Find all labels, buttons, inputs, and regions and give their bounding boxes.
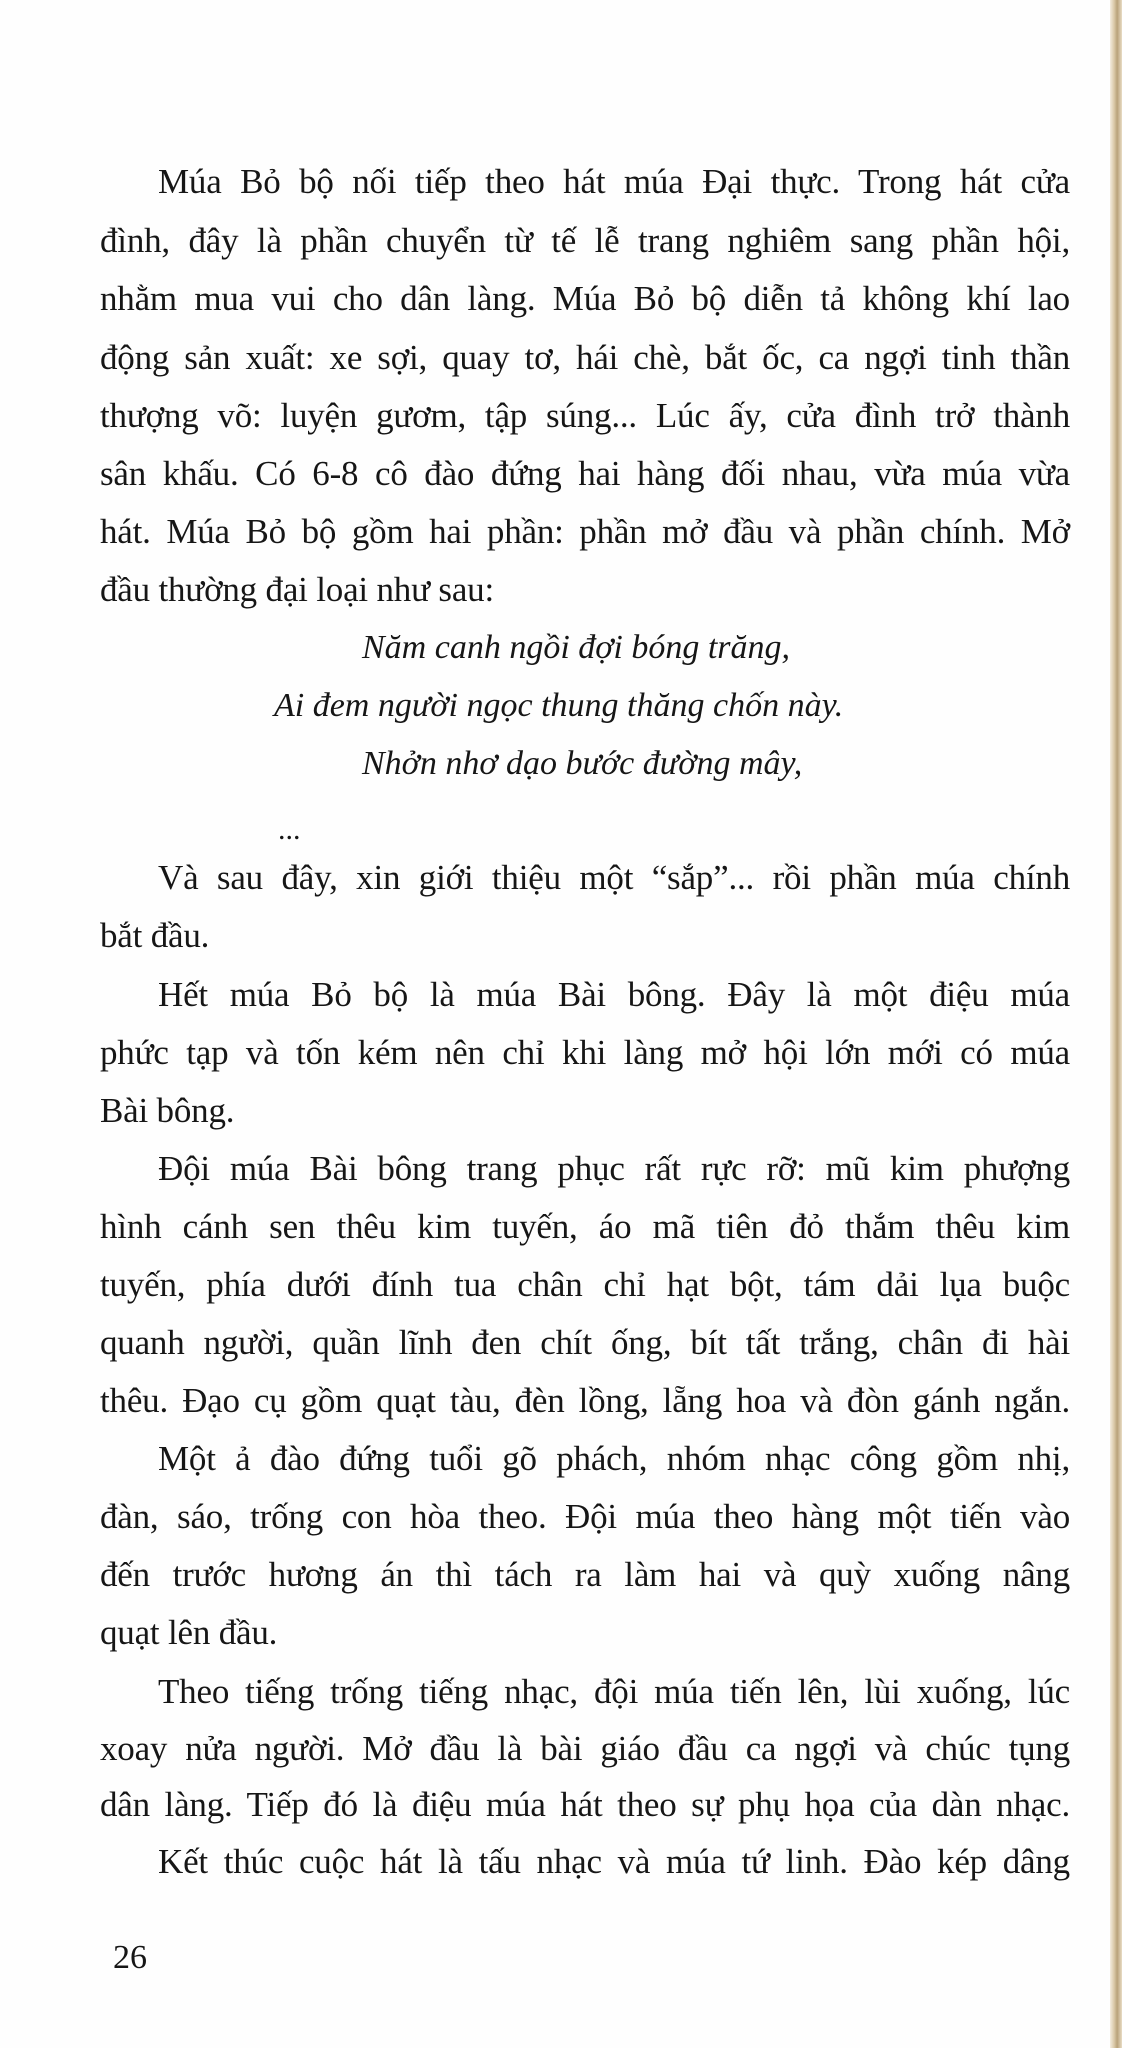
- paragraph-1-line-8: đầu thường đại loại như sau:: [100, 570, 494, 609]
- paragraph-4-line-1: Đội múa Bài bông trang phục rất rực rỡ: mũ kim phượng: [158, 1149, 1070, 1188]
- paragraph-4-line-4: quanh người, quần lĩnh đen chít ống, bít tất trắng, chân đi hài: [100, 1323, 1070, 1362]
- paragraph-3-line-2: phức tạp và tốn kém nên chỉ khi làng mở hội lớn mới có múa: [100, 1033, 1070, 1072]
- paragraph-4-line-2: hình cánh sen thêu kim tuyến, áo mã tiên đỏ thắm thêu kim: [100, 1207, 1070, 1246]
- paragraph-1-line-1: Múa Bỏ bộ nối tiếp theo hát múa Đại thực. Trong hát cửa: [158, 162, 1070, 201]
- paragraph-5-line-2: đàn, sáo, trống con hòa theo. Đội múa theo hàng một tiến vào: [100, 1497, 1070, 1536]
- paragraph-1-line-6: sân khấu. Có 6-8 cô đào đứng hai hàng đối nhau, vừa múa vừa: [100, 454, 1070, 493]
- paragraph-3-line-1: Hết múa Bỏ bộ là múa Bài bông. Đây là một điệu múa: [158, 975, 1070, 1014]
- verse-line-1: Năm canh ngồi đợi bóng trăng,: [362, 629, 791, 666]
- page-edge-shadow: [1110, 0, 1122, 2048]
- paragraph-6-line-2: xoay nửa người. Mở đầu là bài giáo đầu ca ngợi và chúc tụng: [100, 1729, 1070, 1768]
- paragraph-6-line-1: Theo tiếng trống tiếng nhạc, đội múa tiến lên, lùi xuống, lúc: [158, 1672, 1070, 1711]
- verse-ellipsis: ...: [278, 813, 301, 846]
- verse-line-3: Nhởn nhơ dạo bước đường mây,: [362, 745, 803, 782]
- paragraph-3-line-3: Bài bông.: [100, 1091, 235, 1130]
- verse-line-2: Ai đem người ngọc thung thăng chốn này.: [274, 687, 844, 724]
- paragraph-4-line-5: thêu. Đạo cụ gồm quạt tàu, đèn lồng, lẵng hoa và đòn gánh ngắn.: [100, 1381, 1070, 1420]
- page-number: 26: [113, 1939, 147, 1976]
- paragraph-5-line-3: đến trước hương án thì tách ra làm hai và quỳ xuống nâng: [100, 1555, 1070, 1594]
- paragraph-5-line-4: quạt lên đầu.: [100, 1613, 278, 1652]
- paragraph-2-line-1: Và sau đây, xin giới thiệu một “sắp”... rồi phần múa chính: [158, 858, 1070, 897]
- paragraph-1-line-2: đình, đây là phần chuyển từ tế lễ trang nghiêm sang phần hội,: [100, 221, 1070, 260]
- paragraph-1-line-4: động sản xuất: xe sợi, quay tơ, hái chè, bắt ốc, ca ngợi tinh thần: [100, 338, 1070, 377]
- paragraph-1-line-7: hát. Múa Bỏ bộ gồm hai phần: phần mở đầu và phần chính. Mở: [100, 512, 1070, 551]
- paragraph-6-line-3: dân làng. Tiếp đó là điệu múa hát theo sự phụ họa của dàn nhạc.: [100, 1785, 1070, 1824]
- paragraph-5-line-1: Một ả đào đứng tuổi gõ phách, nhóm nhạc công gồm nhị,: [158, 1439, 1070, 1478]
- paragraph-2-line-2: bắt đầu.: [100, 916, 210, 955]
- paragraph-7-line-1: Kết thúc cuộc hát là tấu nhạc và múa tứ linh. Đào kép dâng: [158, 1842, 1070, 1881]
- paragraph-4-line-3: tuyến, phía dưới đính tua chân chỉ hạt bột, tám dải lụa buộc: [100, 1265, 1070, 1304]
- paragraph-1-line-5: thượng võ: luyện gươm, tập súng... Lúc ấy, cửa đình trở thành: [100, 396, 1070, 435]
- paragraph-1-line-3: nhằm mua vui cho dân làng. Múa Bỏ bộ diễn tả không khí lao: [100, 279, 1070, 318]
